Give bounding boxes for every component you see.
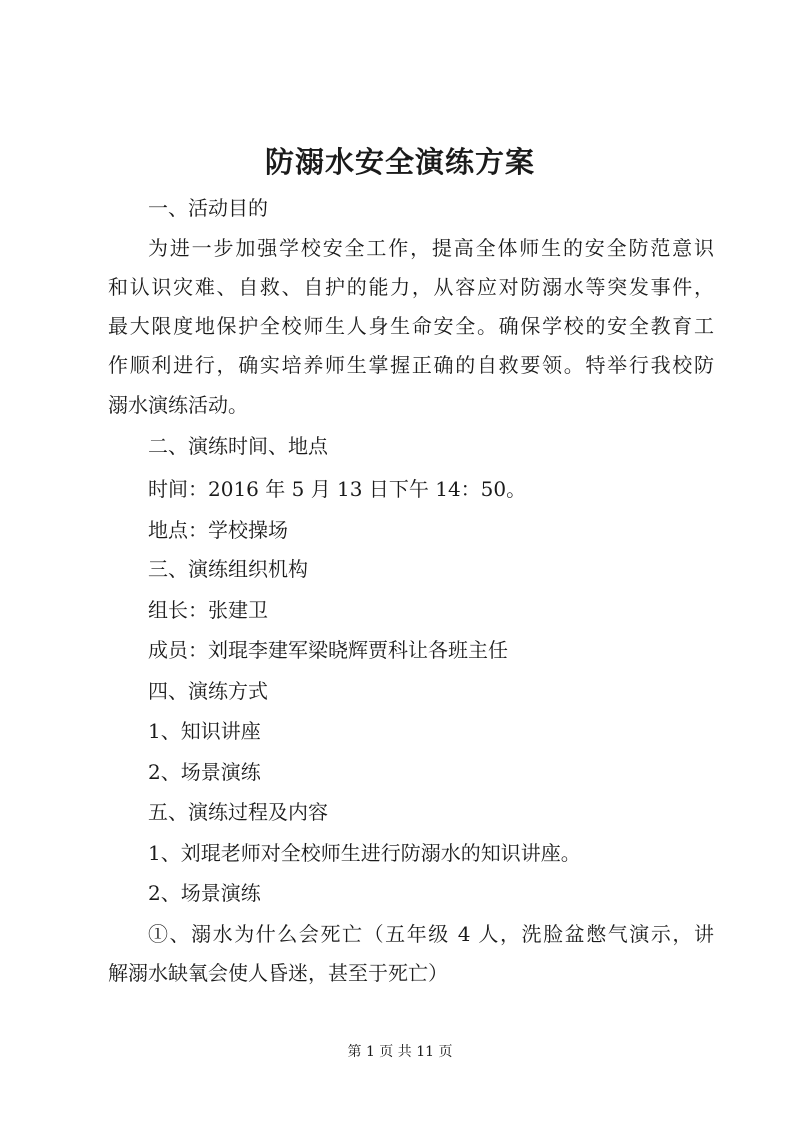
section-heading-time-place: 二、演练时间、地点: [148, 434, 328, 458]
paragraph-line: 溺水演练活动。: [108, 393, 248, 417]
document-title: 防溺水安全演练方案: [264, 145, 535, 179]
list-item: 2、场景演练: [148, 881, 261, 905]
paragraph-line: 解溺水缺氧会使人昏迷，甚至于死亡）: [108, 961, 448, 985]
list-item: 2、场景演练: [148, 760, 261, 784]
leader-line: 组长：张建卫: [148, 598, 268, 622]
paragraph-line: ①、溺水为什么会死亡（五年级 4 人，洗脸盆憋气演示，讲: [148, 922, 714, 946]
section-heading-process: 五、演练过程及内容: [148, 800, 328, 824]
list-item: 1、知识讲座: [148, 719, 261, 743]
page-number: 第 1 页 共 11 页: [347, 1044, 453, 1060]
section-heading-method: 四、演练方式: [148, 679, 268, 703]
place-line: 地点：学校操场: [148, 518, 288, 542]
time-line: 时间：2016 年 5 月 13 日下午 14：50。: [148, 477, 527, 501]
section-heading-organization: 三、演练组织机构: [148, 557, 308, 581]
members-line: 成员：刘琨李建军梁晓辉贾科让各班主任: [148, 638, 508, 662]
paragraph-line: 为进一步加强学校安全工作，提高全体师生的安全防范意识: [148, 236, 714, 260]
paragraph-line: 作顺利进行，确实培养师生掌握正确的自救要领。特举行我校防: [108, 353, 714, 377]
list-item: 1、刘琨老师对全校师生进行防溺水的知识讲座。: [148, 841, 581, 865]
paragraph-line: 最大限度地保护全校师生人身生命安全。确保学校的安全教育工: [108, 314, 714, 338]
paragraph-line: 和认识灾难、自救、自护的能力，从容应对防溺水等突发事件，: [108, 275, 714, 299]
section-heading-purpose: 一、活动目的: [148, 196, 268, 220]
